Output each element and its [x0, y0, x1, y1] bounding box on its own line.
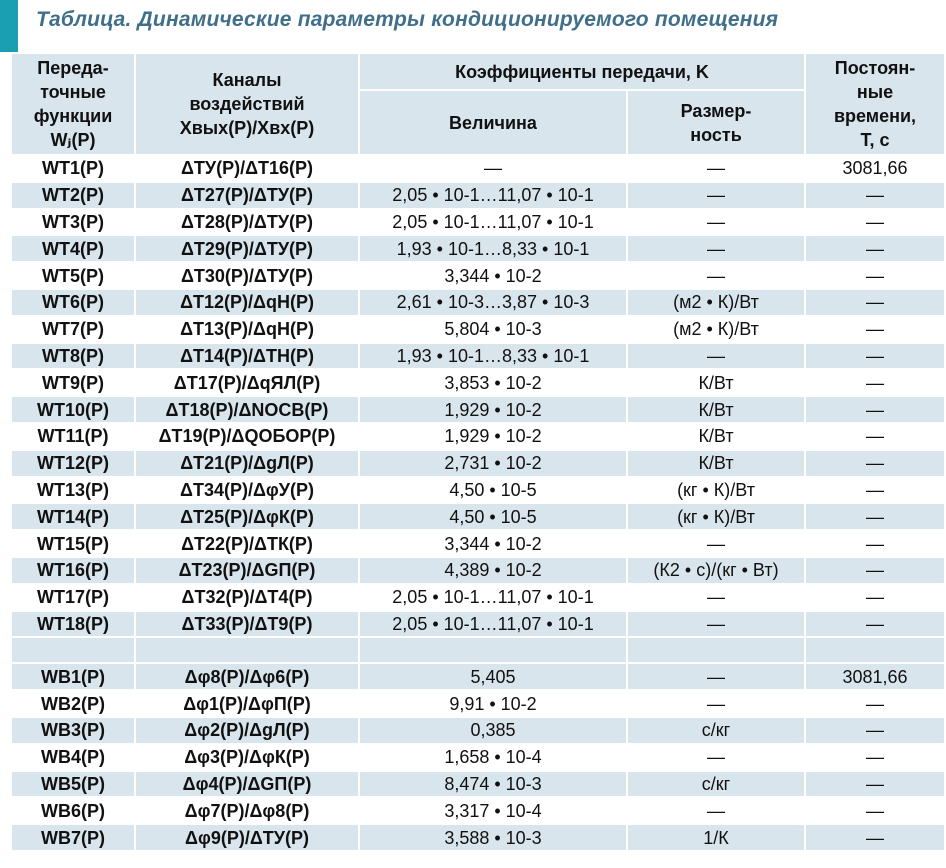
channel-cell: ΔT23(P)/ΔGП(P): [135, 557, 359, 584]
transfer-function-cell: WТ13(P): [11, 477, 135, 504]
value-cell: —: [359, 155, 627, 182]
unit-cell: —: [627, 744, 805, 771]
table-row: [11, 369, 945, 396]
unit-cell: —: [627, 797, 805, 824]
header-line: Переда-: [37, 58, 109, 78]
header-line: Xвых(P)/Xвх(P): [179, 118, 315, 138]
value-cell: 3,853 • 10-2: [359, 369, 627, 396]
unit-cell: —: [627, 182, 805, 209]
unit-cell: К/Вт: [627, 423, 805, 450]
unit-cell: К/Вт: [627, 369, 805, 396]
value-cell: 9,91 • 10-2: [359, 690, 627, 717]
value-cell: 2,05 • 10-1…11,07 • 10-1: [359, 209, 627, 236]
table-row: [11, 450, 945, 477]
table-row: [11, 690, 945, 717]
header-line: T, с: [860, 130, 890, 150]
channel-cell: ΔT17(P)/ΔqЯЛ(P): [135, 369, 359, 396]
table-row: [11, 343, 945, 370]
channel-cell: ΔT33(P)/ΔT9(P): [135, 611, 359, 638]
unit-cell: (кг • К)/Вт: [627, 477, 805, 504]
value-cell: 4,389 • 10-2: [359, 557, 627, 584]
header-line: Постоян-: [834, 58, 916, 78]
unit-cell: —: [627, 209, 805, 236]
dynamic-parameters-table: [10, 52, 946, 852]
transfer-function-cell: WВ7(P): [11, 824, 135, 851]
unit-cell: —: [627, 663, 805, 690]
channel-cell: ΔT25(P)/ΔφК(P): [135, 503, 359, 530]
table-row: [11, 663, 945, 690]
value-cell: 0,385: [359, 717, 627, 744]
header-channels: [135, 53, 359, 155]
channel-cell: Δφ3(P)/ΔφК(P): [135, 744, 359, 771]
table-row: [11, 423, 945, 450]
unit-cell: 1/К: [627, 824, 805, 851]
table-row: [11, 797, 945, 824]
value-cell: 2,05 • 10-1…11,07 • 10-1: [359, 584, 627, 611]
header-transfer-functions: [11, 53, 135, 155]
table-row: [11, 584, 945, 611]
transfer-function-cell: WТ8(P): [11, 343, 135, 370]
value-cell: 1,93 • 10-1…8,33 • 10-1: [359, 235, 627, 262]
table-row: [11, 182, 945, 209]
time-constant-cell: —: [805, 744, 945, 771]
unit-cell: (К2 • с)/(кг • Вт): [627, 557, 805, 584]
time-constant-cell: 3081,66: [805, 663, 945, 690]
time-constant-cell: —: [805, 262, 945, 289]
value-cell: 2,731 • 10-2: [359, 450, 627, 477]
header-line: воздействий: [189, 94, 305, 114]
channel-cell: ΔT22(P)/ΔTК(P): [135, 530, 359, 557]
header-line: ность: [690, 124, 742, 145]
value-cell: 3,588 • 10-3: [359, 824, 627, 851]
spacer-cell: [11, 637, 135, 663]
channel-cell: ΔT29(P)/ΔTУ(P): [135, 235, 359, 262]
time-constant-cell: —: [805, 235, 945, 262]
time-constant-cell: —: [805, 771, 945, 798]
time-constant-cell: —: [805, 690, 945, 717]
value-cell: 4,50 • 10-5: [359, 503, 627, 530]
time-constant-cell: —: [805, 289, 945, 316]
table-row: [11, 477, 945, 504]
value-cell: 5,804 • 10-3: [359, 316, 627, 343]
spacer-cell: [359, 637, 627, 663]
table-row: [11, 611, 945, 638]
time-constant-cell: —: [805, 209, 945, 236]
header-line: Размер-: [680, 100, 752, 121]
table-row: [11, 503, 945, 530]
table-row: [11, 824, 945, 851]
time-constant-cell: —: [805, 717, 945, 744]
channel-cell: ΔT19(P)/ΔQОБОР(P): [135, 423, 359, 450]
value-cell: 3,344 • 10-2: [359, 262, 627, 289]
header-line: точные: [40, 82, 106, 102]
spacer-cell: [805, 637, 945, 663]
transfer-function-cell: WТ5(P): [11, 262, 135, 289]
value-cell: 1,929 • 10-2: [359, 423, 627, 450]
table-title: Таблица. Динамические параметры кондиционируемого помещения: [36, 8, 779, 31]
channel-cell: ΔT21(P)/ΔgЛ(P): [135, 450, 359, 477]
unit-cell: —: [627, 530, 805, 557]
unit-cell: —: [627, 343, 805, 370]
channel-cell: ΔTУ(P)/ΔT16(P): [135, 155, 359, 182]
table-row: [11, 155, 945, 182]
table-row: [11, 209, 945, 236]
transfer-function-cell: WВ4(P): [11, 744, 135, 771]
header-line: функции: [33, 106, 113, 126]
transfer-function-cell: WТ3(P): [11, 209, 135, 236]
value-cell: 8,474 • 10-3: [359, 771, 627, 798]
table-row: [11, 744, 945, 771]
transfer-function-cell: WТ6(P): [11, 289, 135, 316]
channel-cell: ΔT30(P)/ΔTУ(P): [135, 262, 359, 289]
title-accent-bar: [0, 0, 18, 52]
spacer-row: [11, 637, 945, 663]
transfer-function-cell: WТ14(P): [11, 503, 135, 530]
time-constant-cell: —: [805, 477, 945, 504]
transfer-function-cell: WВ6(P): [11, 797, 135, 824]
unit-cell: (м2 • К)/Вт: [627, 289, 805, 316]
transfer-function-cell: WВ3(P): [11, 717, 135, 744]
time-constant-cell: —: [805, 584, 945, 611]
header-dimension: [627, 90, 805, 155]
transfer-function-cell: WТ9(P): [11, 369, 135, 396]
time-constant-cell: —: [805, 450, 945, 477]
unit-cell: —: [627, 235, 805, 262]
spacer-cell: [135, 637, 359, 663]
table-row: [11, 262, 945, 289]
channel-cell: Δφ1(P)/ΔφП(P): [135, 690, 359, 717]
transfer-function-cell: WТ18(P): [11, 611, 135, 638]
header-line: Wⱼ(P): [50, 130, 96, 150]
transfer-function-cell: WТ15(P): [11, 530, 135, 557]
channel-cell: ΔT32(P)/ΔT4(P): [135, 584, 359, 611]
channel-cell: Δφ8(P)/Δφ6(P): [135, 663, 359, 690]
header-transfer-coefficients: Коэффициенты передачи, K: [359, 53, 805, 90]
header-time-constants: [805, 53, 945, 155]
time-constant-cell: —: [805, 824, 945, 851]
time-constant-cell: —: [805, 530, 945, 557]
unit-cell: (м2 • К)/Вт: [627, 316, 805, 343]
table-row: [11, 717, 945, 744]
channel-cell: Δφ2(P)/ΔgЛ(P): [135, 717, 359, 744]
transfer-function-cell: WТ17(P): [11, 584, 135, 611]
time-constant-cell: —: [805, 182, 945, 209]
transfer-function-cell: WТ4(P): [11, 235, 135, 262]
time-constant-cell: —: [805, 343, 945, 370]
value-cell: 1,93 • 10-1…8,33 • 10-1: [359, 343, 627, 370]
time-constant-cell: —: [805, 316, 945, 343]
unit-cell: К/Вт: [627, 396, 805, 423]
transfer-function-cell: WВ5(P): [11, 771, 135, 798]
channel-cell: ΔT14(P)/ΔTН(P): [135, 343, 359, 370]
value-cell: 2,61 • 10-3…3,87 • 10-3: [359, 289, 627, 316]
time-constant-cell: 3081,66: [805, 155, 945, 182]
channel-cell: Δφ4(P)/ΔGП(P): [135, 771, 359, 798]
value-cell: 2,05 • 10-1…11,07 • 10-1: [359, 182, 627, 209]
channel-cell: ΔT34(P)/ΔφУ(P): [135, 477, 359, 504]
table-row: [11, 289, 945, 316]
transfer-function-cell: WТ11(P): [11, 423, 135, 450]
unit-cell: —: [627, 690, 805, 717]
channel-cell: ΔT18(P)/ΔNОСВ(P): [135, 396, 359, 423]
value-cell: 3,317 • 10-4: [359, 797, 627, 824]
value-cell: 5,405: [359, 663, 627, 690]
value-cell: 1,929 • 10-2: [359, 396, 627, 423]
transfer-function-cell: WВ2(P): [11, 690, 135, 717]
unit-cell: К/Вт: [627, 450, 805, 477]
header-value: Величина: [359, 90, 627, 155]
unit-cell: —: [627, 155, 805, 182]
time-constant-cell: —: [805, 611, 945, 638]
channel-cell: ΔT13(P)/ΔqН(P): [135, 316, 359, 343]
time-constant-cell: —: [805, 797, 945, 824]
channel-cell: Δφ7(P)/Δφ8(P): [135, 797, 359, 824]
unit-cell: с/кг: [627, 771, 805, 798]
time-constant-cell: —: [805, 557, 945, 584]
value-cell: 3,344 • 10-2: [359, 530, 627, 557]
title-bar: [0, 0, 946, 40]
header-line: времени,: [833, 106, 917, 126]
channel-cell: ΔT12(P)/ΔqН(P): [135, 289, 359, 316]
unit-cell: —: [627, 262, 805, 289]
channel-cell: Δφ9(P)/ΔTУ(P): [135, 824, 359, 851]
transfer-function-cell: WТ12(P): [11, 450, 135, 477]
value-cell: 2,05 • 10-1…11,07 • 10-1: [359, 611, 627, 638]
table-row: [11, 316, 945, 343]
channel-cell: ΔT27(P)/ΔTУ(P): [135, 182, 359, 209]
header-line: ные: [856, 82, 894, 102]
table-row: [11, 530, 945, 557]
table-row: [11, 396, 945, 423]
value-cell: 1,658 • 10-4: [359, 744, 627, 771]
time-constant-cell: —: [805, 369, 945, 396]
channel-cell: ΔT28(P)/ΔTУ(P): [135, 209, 359, 236]
unit-cell: —: [627, 611, 805, 638]
header-line: Каналы: [212, 70, 282, 90]
value-cell: 4,50 • 10-5: [359, 477, 627, 504]
unit-cell: —: [627, 584, 805, 611]
transfer-function-cell: WТ1(P): [11, 155, 135, 182]
transfer-function-cell: WТ7(P): [11, 316, 135, 343]
unit-cell: с/кг: [627, 717, 805, 744]
table-row: [11, 771, 945, 798]
transfer-function-cell: WВ1(P): [11, 663, 135, 690]
time-constant-cell: —: [805, 396, 945, 423]
table-row: [11, 235, 945, 262]
time-constant-cell: —: [805, 423, 945, 450]
spacer-cell: [627, 637, 805, 663]
table-row: [11, 557, 945, 584]
transfer-function-cell: WТ2(P): [11, 182, 135, 209]
time-constant-cell: —: [805, 503, 945, 530]
table-body: [11, 155, 945, 851]
transfer-function-cell: WТ10(P): [11, 396, 135, 423]
unit-cell: (кг • К)/Вт: [627, 503, 805, 530]
transfer-function-cell: WТ16(P): [11, 557, 135, 584]
